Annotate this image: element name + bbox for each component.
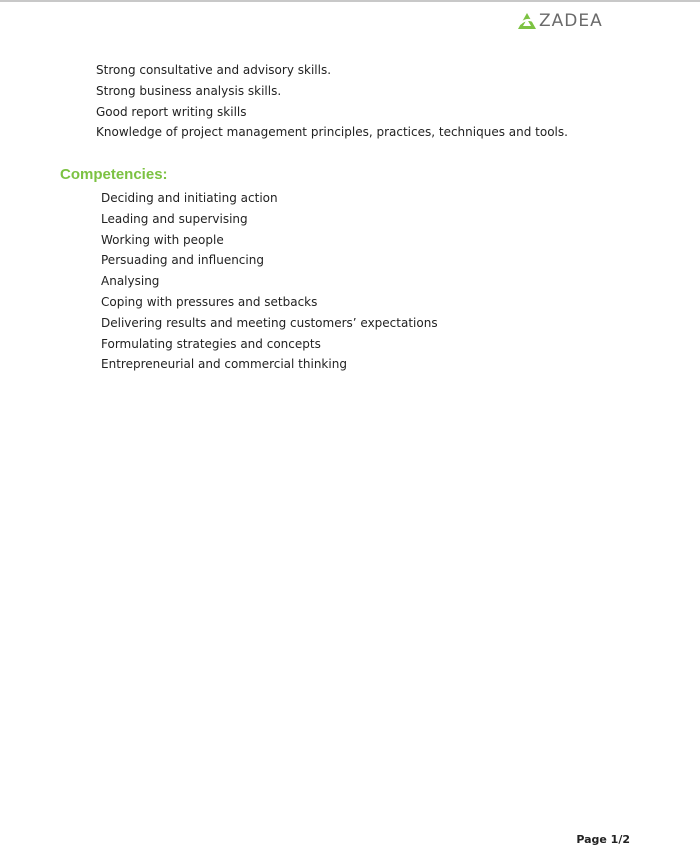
skill-item: Strong consultative and advisory skills. — [96, 63, 332, 77]
competency-item: Coping with pressures and setbacks — [101, 294, 318, 309]
competency-item: Deciding and initiating action — [101, 191, 278, 205]
competency-item: Persuading and influencing — [101, 253, 264, 268]
page-number: Page 1/2 — [576, 833, 630, 846]
competency-item: Formulating strategies and concepts — [101, 336, 321, 351]
competencies-heading: Competencies: — [60, 166, 168, 183]
skill-item: Good report writing skills — [96, 104, 247, 119]
skill-item: Strong business analysis skills. — [96, 83, 282, 98]
competency-item: Entrepreneurial and commercial thinking — [101, 357, 347, 372]
competency-item: Analysing — [101, 274, 160, 289]
azadea-logo — [517, 11, 603, 31]
top-rule — [0, 0, 700, 2]
skills-list — [96, 60, 568, 143]
competency-item: Leading and supervising — [101, 211, 248, 226]
logo-text: ZADEA — [539, 11, 603, 31]
skill-item: Knowledge of project management principles, practices, techniques and tools. — [96, 125, 568, 140]
competency-item: Working with people — [101, 232, 224, 247]
a-mark-icon — [517, 12, 537, 30]
competencies-list — [101, 188, 438, 375]
competency-item: Delivering results and meeting customers’ expectations — [101, 315, 438, 330]
